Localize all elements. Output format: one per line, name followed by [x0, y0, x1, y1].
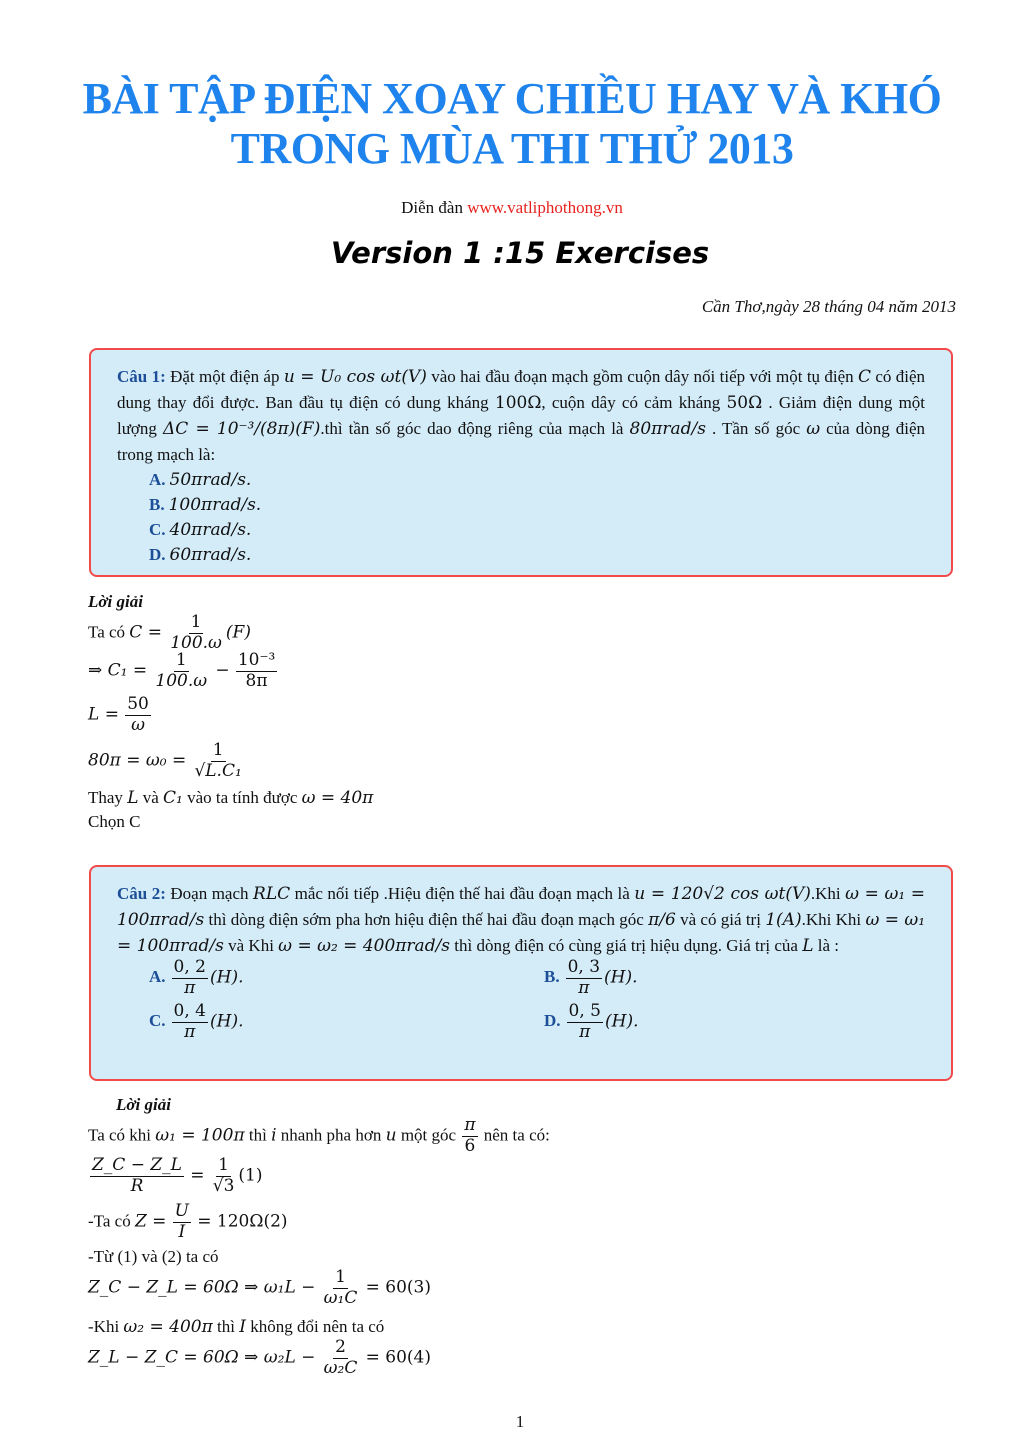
eq-tag: (1)	[238, 1165, 263, 1186]
option-letter: A.	[149, 470, 166, 489]
s2-math: I	[239, 1317, 246, 1337]
q2-text: thì dòng điện có cùng giá trị hiệu dụng. Giá trị của	[454, 936, 798, 955]
q2-current: 1(A)	[765, 910, 802, 930]
option-letter: D.	[544, 1011, 561, 1031]
question-1-box	[89, 348, 953, 577]
title-line-1: BÀI TẬP ĐIỆN XOAY CHIỀU HAY VÀ KHÓ	[82, 74, 942, 123]
q2-eq-w1: ω = ω₁ = 100πrad/s	[117, 884, 926, 930]
s1-lhs: L =	[88, 704, 119, 725]
q2-text: và Khi	[228, 936, 274, 955]
frac-num: 50	[127, 694, 149, 714]
s2-fraction	[462, 1117, 477, 1156]
s1-line-2	[88, 652, 373, 696]
solution-1	[88, 590, 373, 834]
frac-num: U	[174, 1201, 189, 1221]
s1-lhs: ⇒ C₁ =	[88, 660, 148, 681]
frac-num: 0, 2	[173, 957, 206, 977]
s2-text: nhanh pha hơn	[280, 1125, 382, 1145]
option-value: 60πrad/s.	[169, 545, 252, 565]
frac-den: 6	[464, 1135, 476, 1156]
option-value: 50πrad/s.	[169, 470, 252, 490]
q2-angle: π/6	[648, 910, 676, 930]
frac-num: 1	[190, 612, 202, 632]
s2-text: không đổi nên ta có	[250, 1317, 385, 1336]
s1-fraction	[125, 696, 151, 735]
q2-option-a[interactable]	[149, 959, 544, 1003]
q2-eq-w1b: ω = ω₁ = 100πrad/s	[117, 910, 926, 956]
s1-result: ω = 40π	[301, 788, 374, 808]
s1-fraction	[153, 652, 209, 691]
q2-rlc: RLC	[253, 884, 291, 904]
page-number: 1	[515, 1412, 525, 1431]
q2-text: .Khi Khi	[801, 910, 862, 929]
s1-fraction	[236, 652, 277, 691]
s2-math: u	[385, 1125, 397, 1146]
frac-den: 8π	[245, 670, 268, 691]
frac-num: 2	[335, 1337, 346, 1357]
option-fraction	[567, 1003, 603, 1042]
frac-den: π	[184, 1021, 196, 1042]
option-unit: (H).	[604, 967, 638, 988]
s2-text: -Ta có	[88, 1211, 131, 1231]
s2-line-6	[88, 1315, 550, 1339]
q1-omega0: 80πrad/s	[629, 419, 706, 439]
s2-line-1	[88, 1117, 550, 1157]
s2-text: thì	[217, 1317, 235, 1336]
s1-line-5	[88, 786, 373, 810]
q1-delta-c: ΔC = 10⁻³/(8π)(F)	[162, 419, 321, 439]
s2-line-2	[88, 1157, 550, 1203]
s2-line-7	[88, 1339, 550, 1385]
s2-math: = 60(4)	[365, 1347, 431, 1368]
s2-text: một góc	[400, 1125, 457, 1145]
frac-num: 0, 4	[173, 1001, 206, 1021]
q1-text: .thì tần số góc dao động riêng của mạch là	[320, 419, 624, 438]
option-letter: B.	[544, 967, 560, 987]
q1-zl: 50Ω	[726, 393, 763, 413]
forum-link[interactable]: www.vatliphothong.vn	[467, 198, 623, 217]
q1-text: . Giảm điện dung một lượng	[117, 393, 926, 438]
frac-den: 100.ω	[155, 670, 208, 691]
s2-fraction	[322, 1339, 360, 1378]
q2-text: mắc nối tiếp .Hiệu điện thế hai đầu đoạn mạch là	[294, 884, 630, 903]
q1-eq-u: u = U₀ cos ωt(V)	[283, 367, 427, 387]
option-unit: (H).	[604, 1011, 639, 1032]
place-date: Cần Thơ,ngày 28 tháng 04 năm 2013	[701, 297, 956, 316]
s1-tail: (F)	[225, 622, 251, 643]
s2-fraction	[211, 1157, 237, 1196]
q2-text: và có giá trị	[680, 910, 761, 929]
question-1-text	[117, 364, 925, 467]
frac-den: I	[178, 1221, 186, 1242]
s1-var: L	[127, 788, 139, 808]
q1-text: , cuộn dây có cảm kháng	[541, 393, 721, 412]
s2-math: Z =	[134, 1211, 167, 1232]
option-unit: (H).	[209, 1011, 244, 1032]
option-fraction	[172, 959, 208, 998]
frac-den: ω₂C	[323, 1357, 358, 1378]
question-2-text	[117, 881, 925, 959]
s2-math: = 120Ω(2)	[197, 1211, 288, 1232]
option-fraction	[566, 959, 602, 998]
q1-option-a[interactable]	[117, 467, 925, 492]
q1-text: của dòng điện trong mạch là:	[117, 419, 926, 464]
frac-den: ω₁C	[323, 1287, 358, 1308]
frac-num: 10⁻³	[237, 650, 276, 670]
q2-text: thì dòng điện sớm pha hơn hiệu điện thế hai đầu đoạn mạch góc	[208, 910, 644, 929]
q2-option-b[interactable]	[544, 959, 944, 1003]
s2-math: ω₂ = 400π	[123, 1317, 213, 1337]
frac-den: ω	[131, 714, 145, 735]
option-letter: D.	[149, 545, 166, 564]
s1-text: Ta có	[88, 622, 126, 642]
q2-option-d[interactable]	[544, 1003, 944, 1047]
q1-text: . Tần số góc	[711, 419, 801, 438]
solution-2-heading: Lời giải	[116, 1095, 171, 1114]
frac-den: π	[184, 977, 196, 998]
q2-text: Đoạn mạch	[170, 884, 249, 903]
s2-line-5	[88, 1269, 550, 1315]
q2-eq-u: u = 120√2 cos ωt(V)	[634, 884, 811, 904]
frac-den: √3	[212, 1175, 235, 1196]
question-2-label: Câu 2:	[117, 884, 166, 903]
s1-line-4	[88, 742, 373, 786]
frac-den: √L.C₁	[194, 760, 242, 781]
q2-var-l: L	[802, 936, 814, 956]
option-unit: (H).	[209, 967, 244, 988]
s2-line-4: -Từ (1) và (2) ta có	[88, 1247, 219, 1266]
q2-options	[117, 959, 925, 1047]
q1-option-c[interactable]	[117, 517, 925, 542]
s1-line-1	[88, 614, 373, 652]
s2-math: = 60(3)	[365, 1277, 431, 1298]
s2-fraction	[322, 1269, 360, 1308]
q2-option-c[interactable]	[149, 1003, 544, 1047]
forum-label: Diễn đàn	[401, 198, 463, 217]
s1-text: và	[142, 788, 159, 807]
s1-text: Thay	[88, 788, 123, 807]
s2-text: nên ta có:	[483, 1125, 550, 1145]
s2-line-3	[88, 1203, 550, 1245]
option-letter: B.	[149, 495, 165, 514]
s2-text: Ta có khi	[88, 1125, 152, 1145]
frac-num: Z_C − Z_L	[92, 1155, 182, 1175]
q2-eq-w2: ω = ω₂ = 400πrad/s	[278, 936, 451, 956]
title-line-2: TRONG MÙA THI THỬ 2013	[230, 124, 794, 173]
q2-text: là :	[817, 936, 840, 955]
s2-text: -Khi	[88, 1317, 120, 1336]
q1-text: vào hai đầu đoạn mạch gồm cuộn dây nối tiếp với một tụ điện	[431, 367, 854, 386]
option-value: 40πrad/s.	[169, 520, 252, 540]
s2-math: Z_L − Z_C = 60Ω ⇒ ω₂L −	[88, 1347, 316, 1368]
frac-num: 1	[212, 740, 224, 760]
option-letter: C.	[149, 1011, 166, 1031]
minus-sign: −	[215, 660, 230, 681]
s2-fraction	[173, 1203, 191, 1242]
q2-text: .Khi	[810, 884, 841, 903]
q1-option-d[interactable]	[117, 542, 925, 567]
s2-math: i	[271, 1125, 277, 1146]
q1-omega: ω	[806, 419, 821, 439]
q1-text: Đặt một điện áp	[170, 367, 280, 386]
frac-den: π	[579, 1021, 591, 1042]
s1-fraction	[192, 742, 243, 781]
option-letter: C.	[149, 520, 166, 539]
frac-num: π	[464, 1115, 476, 1135]
question-1-label: Câu 1:	[117, 367, 166, 386]
s2-text: thì	[248, 1125, 267, 1145]
q1-text: có điện dung thay đổi được. Ban đầu tụ điện có dung kháng	[117, 367, 926, 412]
forum-line	[0, 198, 1024, 218]
q1-option-b[interactable]	[117, 492, 925, 517]
frac-den: π	[578, 977, 590, 998]
option-value: 100πrad/s.	[168, 495, 262, 515]
option-fraction	[172, 1003, 208, 1042]
s1-answer: Chọn C	[88, 812, 141, 831]
s1-var: C₁	[163, 788, 183, 808]
s2-math: Z_C − Z_L = 60Ω ⇒ ω₁L −	[88, 1277, 316, 1298]
s1-lhs: C =	[129, 622, 162, 643]
q1-zc: 100Ω	[494, 393, 542, 413]
solution-2	[88, 1093, 550, 1385]
frac-num: 1	[218, 1155, 229, 1175]
s1-text: vào ta tính được	[187, 788, 298, 807]
document-title	[0, 74, 1024, 174]
version-heading: Version 1 :15 Exercises	[330, 236, 710, 270]
equals-sign: =	[190, 1165, 205, 1186]
s1-lhs: 80π = ω₀ =	[88, 750, 187, 771]
frac-den: R	[130, 1175, 144, 1196]
frac-num: 0, 5	[568, 1001, 601, 1021]
option-letter: A.	[149, 967, 166, 987]
s2-fraction	[90, 1157, 184, 1196]
frac-num: 0, 3	[567, 957, 601, 977]
question-2-box	[89, 865, 953, 1081]
s2-math: ω₁ = 100π	[155, 1125, 245, 1146]
q1-var-c: C	[858, 367, 872, 387]
frac-num: 1	[175, 650, 187, 670]
s1-line-3	[88, 696, 373, 742]
frac-num: 1	[335, 1267, 346, 1287]
frac-den: 100.ω	[170, 632, 222, 653]
s1-fraction	[168, 614, 224, 653]
solution-1-heading: Lời giải	[88, 592, 143, 611]
